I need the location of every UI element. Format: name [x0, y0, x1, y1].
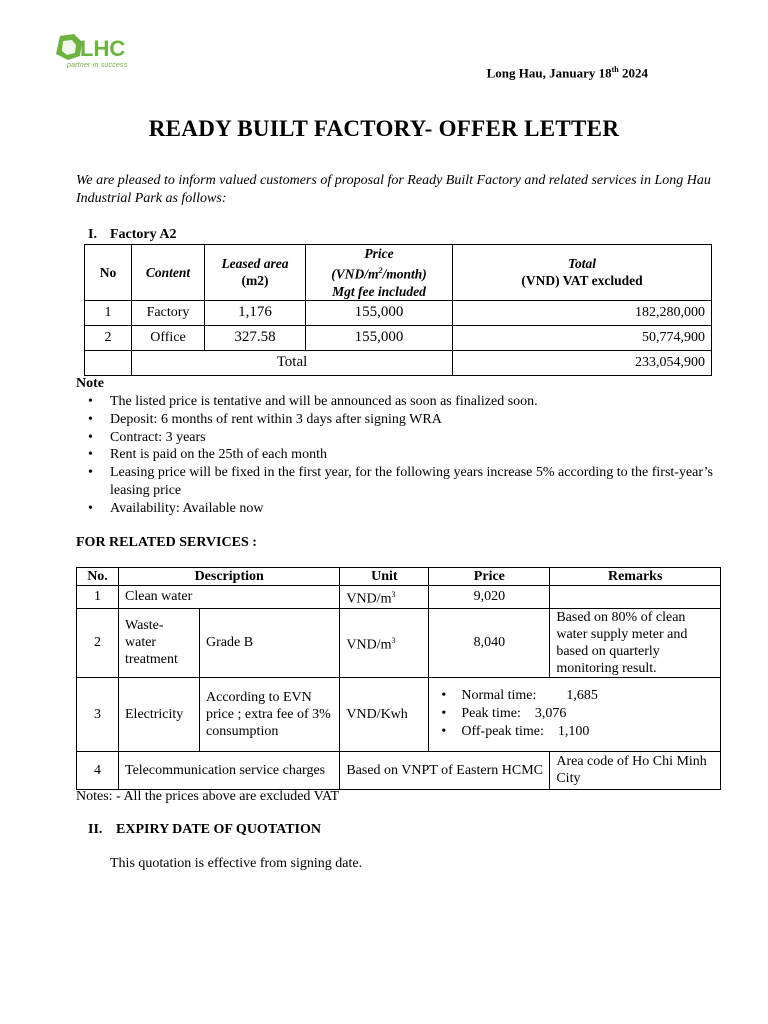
table-total-row — [85, 350, 712, 375]
related-services-heading: FOR RELATED SERVICES : — [76, 535, 257, 550]
row-area: 327.58 — [205, 325, 306, 350]
list-item: • Normal time: 1,685 — [435, 687, 714, 705]
header-content: Content — [132, 245, 205, 301]
header-price: Price $(VND/m^2/month)$ Mgt fee included — [306, 245, 453, 301]
row-unit-price: Based on VNPT of Eastern HCMC — [340, 751, 550, 789]
header-total: Total (VND) VAT excluded — [453, 245, 712, 301]
row-content: Office — [132, 325, 205, 350]
list-item: • Off-peak time: 1,100 — [435, 723, 714, 741]
section-2-heading: II. EXPIRY DATE OF QUOTATION — [88, 822, 321, 837]
table-header-row — [85, 245, 712, 301]
row-unit: VND/$m^3$ — [340, 586, 429, 609]
notes-heading: Note — [76, 376, 104, 391]
row-remarks: Area code of Ho Chi Minh City — [550, 751, 721, 789]
row-unit: VND/Kwh — [340, 677, 429, 751]
row-price-list — [429, 677, 721, 751]
table-row — [77, 608, 721, 677]
header-unit: Unit — [340, 568, 429, 586]
list-item: • The listed price is tentative and will be announced as soon as finalized soon. — [86, 393, 726, 411]
list-item: • Rent is paid on the 25th of each month — [86, 446, 726, 464]
intro-paragraph: We are pleased to inform valued customers of proposal for Ready Built Factory and related services in Long Hau Industrial Park as follows: — [76, 173, 711, 206]
row-unit: VND/$m^3$ — [340, 608, 429, 677]
document-title: READY BUILT FACTORY- OFFER LETTER — [148, 116, 620, 141]
row-no: 1 — [85, 300, 132, 325]
svg-text:LHC: LHC — [80, 36, 126, 61]
factory-price-table — [84, 244, 712, 376]
row-description: Telecommunication service charges — [119, 751, 340, 789]
letter-date: Long Hau, January 18th 2024 — [486, 65, 648, 81]
row-no: 4 — [77, 751, 119, 789]
quotation-validity-text: This quotation is effective from signing date. — [110, 856, 363, 871]
row-price: 9,020 — [429, 586, 550, 609]
table-row — [85, 325, 712, 350]
table-header-row — [77, 568, 721, 586]
list-item: • Contract: 3 years — [86, 429, 726, 447]
table-row — [85, 300, 712, 325]
list-item: • Availability: Available now — [86, 500, 726, 518]
row-description: Waste-water treatment — [119, 608, 200, 677]
header-price: Price — [429, 568, 550, 586]
row-total: 50,774,900 — [453, 325, 712, 350]
row-total: 182,280,000 — [453, 300, 712, 325]
section-1-heading: I. Factory A2 — [88, 227, 177, 242]
total-value: 233,054,900 — [453, 350, 712, 375]
notes-list — [86, 393, 726, 518]
header-description: Description — [119, 568, 340, 586]
table-row — [77, 677, 721, 751]
row-price: 155,000 — [306, 325, 453, 350]
related-services-table — [76, 567, 721, 790]
header-remarks: Remarks — [550, 568, 721, 586]
row-no: 2 — [77, 608, 119, 677]
table-row — [77, 751, 721, 789]
row-grade: Grade B — [200, 608, 340, 677]
row-detail: According to EVN price ; extra fee of 3% consumption — [200, 677, 340, 751]
list-item: • Leasing price will be fixed in the first year, for the following years increase 5% according to the first-year’s leasing price — [86, 464, 726, 500]
row-remarks: Based on 80% of clean water supply meter and based on quarterly monitoring result. — [550, 608, 721, 677]
row-price: 155,000 — [306, 300, 453, 325]
header-no: No. — [77, 568, 119, 586]
logo-tagline: partner in success — [67, 62, 128, 69]
header-area: Leased area (m2) — [205, 245, 306, 301]
row-description: Electricity — [119, 677, 200, 751]
row-content: Factory — [132, 300, 205, 325]
row-area: 1,176 — [205, 300, 306, 325]
total-empty-cell — [85, 350, 132, 375]
list-item: • Deposit: 6 months of rent within 3 days after signing WRA — [86, 411, 726, 429]
row-price: 8,040 — [429, 608, 550, 677]
row-no: 3 — [77, 677, 119, 751]
prices-footnote: Notes: - All the prices above are excluded VAT — [76, 789, 340, 804]
row-no: 2 — [85, 325, 132, 350]
total-label: Total — [132, 350, 453, 375]
lhc-logo-mark — [54, 32, 154, 62]
list-item: • Peak time: 3,076 — [435, 705, 714, 723]
row-remarks — [550, 586, 721, 609]
row-description: Clean water — [119, 586, 340, 609]
row-no: 1 — [77, 586, 119, 609]
table-row — [77, 586, 721, 609]
header-no: No — [85, 245, 132, 301]
